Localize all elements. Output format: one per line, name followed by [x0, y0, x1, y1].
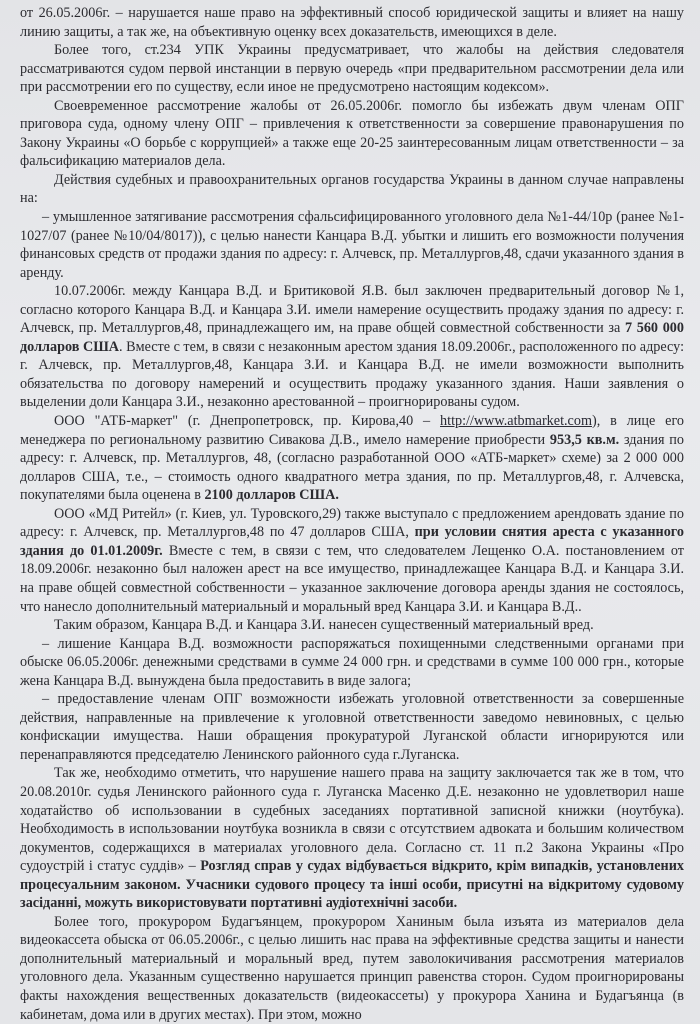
paragraph [20, 764, 684, 912]
bold-text: 7 560 000 долларов США [20, 320, 684, 355]
paragraph [20, 208, 684, 282]
text-run: – предоставление членам ОПГ возможности избежать уголовной ответственности за совершенные действия, направленные на привлечение к уголовной ответственности заведомо невиновных, с целью конфискации имущества. Наши обращения прокуратурой Луганской области игнорируются или перенаправляются председателю Ленинского районного суда г.Луганска. [20, 691, 684, 763]
text-run: Так же, необходимо отметить, что нарушение нашего права на защиту заключается так же в том, что 20.08.2010г. судья Ленинского районного суда г. Луганска Масенко Д.Е. незаконно не удовлетворил наше ходатайство об использовании в судебных заседаниях портативной записной книжки (ноутбука). Необходимость в использовании ноутбука возникла в связи с отсутствием адвоката и большим количеством документов, содержащихся в материалах уголовного дела. Согласно ст. 11 п.2 Закона Украины «Про судоустрій і статус суддів» – [20, 765, 684, 875]
text-run: . Вместе с тем, в связи с незаконным арестом здания 18.09.2006г., расположенного по адресу: г. Алчевск, пр. Металлургов,48, Канцара З.И. и Канцара В.Д. не имели возможности выполнить обязательства по договору намерений и осуществить продажу указанного здания. Наши заявления о выделении доли Канцара З.И., незаконно арестованной – проигнорированы судом. [20, 338, 685, 411]
paragraph [20, 97, 684, 171]
paragraph [20, 635, 684, 691]
text-run: Более того, прокурором Будагъянцем, прокурором Ханиным была изъята из материалов дела видеокассета обыска от 06.05.2006г., с целью лишить нас права на эффективные средства защиты и нанести дополнительный материальный и моральный вред, путем заволокичивания рассмотрения материалов уголовного дела. Указанным существенно нарушается принцип равенства сторон. Судом проигнорированы факты нахождения вещественных доказательств (видеокассеты) у прокурора Ханина и Будагъянца (в кабинетам, дома или в других местах). При этом, можно [20, 913, 684, 1023]
text-run: Действия судебных и правоохранительных органов государства Украины в данном случае направлены на: [20, 171, 684, 207]
text-run: от 26.05.2006г. – нарушается наше право на эффективный способ юридической защиты и влияет на нашу линию защиты, а так же, на объективную оценку всех доказательств, имеющихся в деле. [20, 5, 684, 40]
text-run: Таким образом, Канцара В.Д. и Канцара З.И. нанесен существенный материальный вред. [54, 617, 594, 634]
paragraph [20, 4, 684, 41]
paragraph [20, 171, 684, 208]
text-run: Своевременное рассмотрение жалобы от 26.05.2006г. помогло бы избежать двум членам ОПГ приговора суда, одному члену ОПГ – привлечения к ответственности за совершение правонарушения по Закону Украины «О борьбе с коррупцией» а также еще 20-25 заинтересованным лицам ответственности – за фальсификацию материалов дела. [20, 97, 684, 170]
text-run: ), в лице его менеджера по региональному развитию Сивакова Д.В., имело намерение приобрести [20, 413, 685, 448]
text-run: – лишение Канцара В.Д. возможности распоряжаться похищенными следственными органами при обыске 06.05.2006г. денежными средствами в сумме 24 000 грн. и средствами в сумме 100 000 грн., которые жена Канцара В.Д. вынуждена была предоставить в виде залога; [20, 635, 684, 689]
text-run: ООО "АТБ-маркет" (г. Днепропетровск, пр. Кирова,40 – [54, 413, 441, 430]
bold-text: 953,5 кв.м. [549, 431, 620, 448]
bold-text: 2100 долларов США. [204, 487, 339, 504]
text-run: 10.07.2006г. между Канцара В.Д. и Бритиковой Я.В. был заключен предварительный договор №1, согласно которого Канцара В.Д. и Канцара З.И. имели намерение осуществить продажу здания по адресу: г. Алчевск, пр. Металлургов,48, принадлежащего им, на праве общей совместной собственности за [20, 283, 684, 337]
paragraph [20, 282, 684, 412]
paragraph [20, 412, 684, 505]
text-run: здания по адресу: г. Алчевск, пр. Металлургов, 48, (согласно разработанной ООО «АТБ-маркет» схеме) за 2 000 000 долларов США, т.е., – стоимость одного квадратного метра здания, по пр. Металлургов,48, г. Алчевска, покупателями была оценена в [20, 431, 684, 504]
text-run: Вместе с тем, в связи с тем, что следователем Лещенко О.А. постановлением от 18.09.2006г. незаконно был наложен арест на все имущество, принадлежащее Канцара В.Д. и Канцара З.И. на праве общей совместной собственности – указанное заключение договора аренды здания не состоялось, что нанесло дополнительный материальный и моральный вред Канцара З.И. и Канцара В.Д.. [20, 542, 684, 615]
paragraph [20, 690, 684, 764]
paragraph [20, 616, 684, 635]
text-run: – умышленное затягивание рассмотрения сфальсифицированного уголовного дела №1-44/10р (ранее №1-1027/07 (ранее №10/04/8017)), с целью нанести Канцара В.Д. убытки и лишить его возможности получения финансовых средств от продажи здания по адресу: г. Алчевск, пр. Металлургов,48, сдачи указанного здания в аренду. [20, 209, 684, 281]
paragraph [20, 505, 684, 616]
bold-text: Розгляд справ у судах відбувається відкрито, крім випадків, установлених процесуальним законом. Учасники судового процесу та інші особи, присутні на відкритому судовому засіданні, можуть використовувати портативні аудіотехнічні засоби. [20, 858, 684, 912]
paragraph [20, 41, 684, 97]
url-link[interactable]: http://www.atbmarket.com [440, 413, 592, 430]
text-run: Более того, ст.234 УПК Украины предусматривает, что жалобы на действия следователя рассматриваются судом первой инстанции в первую очередь «при предварительном рассмотрении дела или при рассмотрении его по существу, если иное не предусмотрено настоящим кодексом». [20, 42, 684, 96]
paragraph [20, 913, 684, 1024]
bold-text: при условии снятия ареста с указанного здания до 01.01.2009г. [20, 524, 684, 559]
text-run: ООО «МД Ритейл» (г. Киев, ул. Туровского,29) также выступало с предложением арендовать здание по адресу: г. Алчевск, пр. Металлургов,48 по 47 долларов США, [20, 505, 684, 541]
